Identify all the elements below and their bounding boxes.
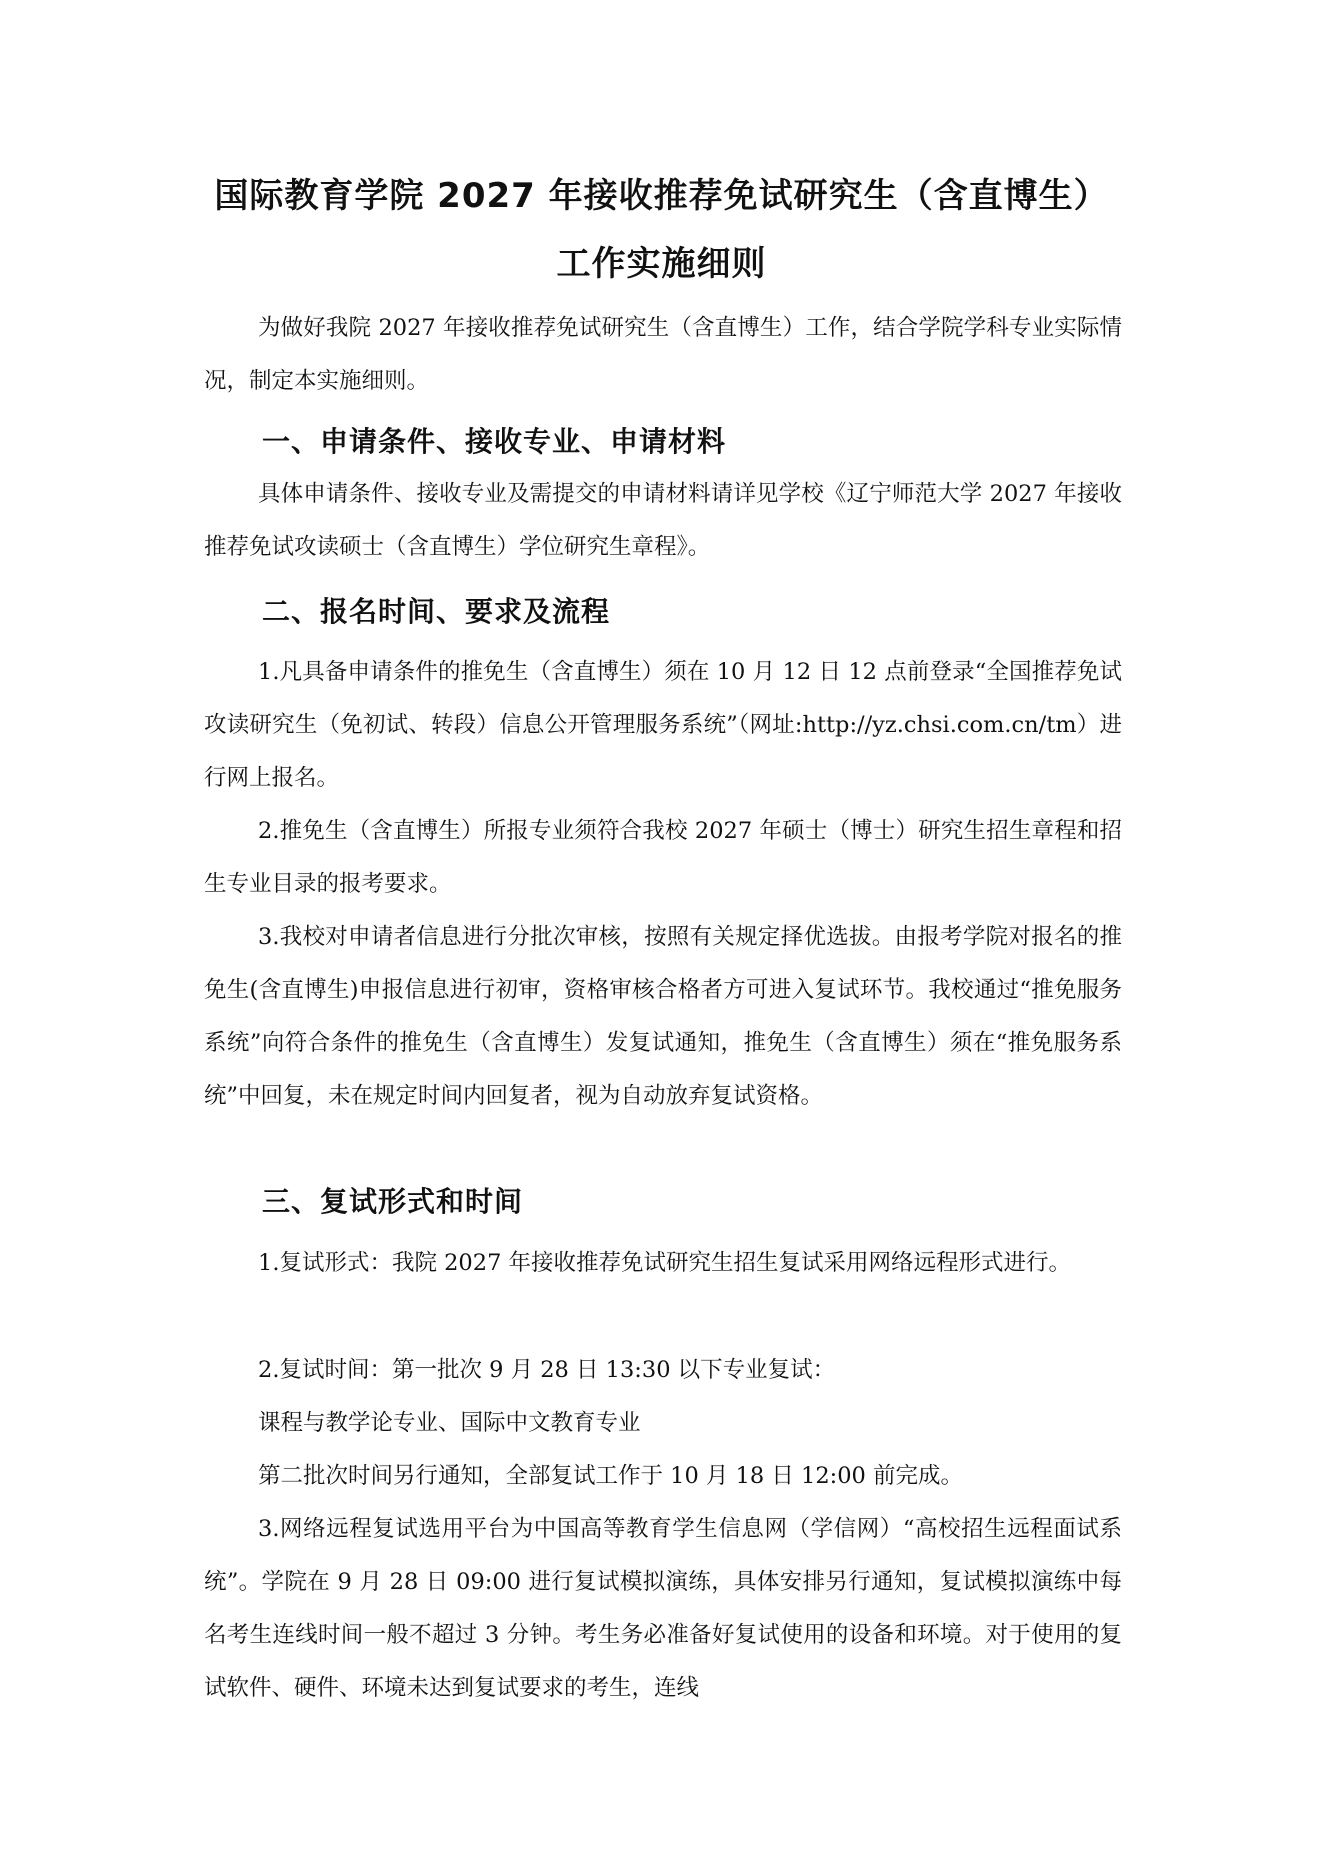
section1-heading: 一、申请条件、接收专业、申请材料 [262, 425, 727, 458]
intro-paragraph: 为做好我院 2027 年接收推荐免试研究生（含直博生）工作，结合学院学科专业实际情况，制定本实施细则。 [204, 315, 1122, 394]
document-title-line2: 工作实施细则 [556, 244, 767, 284]
section3-paragraph-4: 第二批次时间另行通知，全部复试工作于 10 月 18 日 12:00 前完成。 [258, 1463, 964, 1489]
section2-paragraph-2: 2.推免生（含直博生）所报专业须符合我校 2027 年硕士（博士）研究生招生章程和招生专业目录的报考要求。 [204, 818, 1122, 897]
section3-heading: 三、复试形式和时间 [262, 1185, 524, 1218]
document-title-line1: 国际教育学院 2027 年接收推荐免试研究生（含直博生） [214, 176, 1109, 216]
section3-paragraph-1: 1.复试形式：我院 2027 年接收推荐免试研究生招生复试采用网络远程形式进行。 [258, 1250, 1072, 1276]
section1-paragraph: 具体申请条件、接收专业及需提交的申请材料请详见学校《辽宁师范大学 2027 年接收推荐免试攻读硕士（含直博生）学位研究生章程》。 [204, 481, 1122, 560]
section2-paragraph-3: 3.我校对申请者信息进行分批次审核，按照有关规定择优选拔。由报考学院对报名的推免生(含直博生)申报信息进行初审，资格审核合格者方可进入复试环节。我校通过“推免服务系统”向符合条件的推免生（含直博生）发复试通知，推免生（含直博生）须在“推免服务系统”中回复，未在规定时间内回复者，视为自动放弃复试资格。 [204, 924, 1122, 1109]
section2-heading: 二、报名时间、要求及流程 [262, 595, 611, 628]
section3-paragraph-2: 2.复试时间：第一批次 9 月 28 日 13:30 以下专业复试： [258, 1357, 836, 1383]
section3-paragraph-3: 课程与教学论专业、国际中文教育专业 [258, 1410, 641, 1436]
section2-paragraph-1: 1.凡具备申请条件的推免生（含直博生）须在 10 月 12 日 12 点前登录“全国推荐免试攻读研究生（免初试、转段）信息公开管理服务系统”（网址:http://yz.chsi.com.cn/tm）进行网上报名。 [204, 659, 1122, 791]
section3-paragraph-5: 3.网络远程复试选用平台为中国高等教育学生信息网（学信网）“高校招生远程面试系统”。学院在 9 月 28 日 09:00 进行复试模拟演练，具体安排另行通知，复试模拟演练中每名考生连线时间一般不超过 3 分钟。考生务必准备好复试使用的设备和环境。对于使用的复试软件、硬件、环境未达到复试要求的考生，连线 [204, 1516, 1122, 1701]
